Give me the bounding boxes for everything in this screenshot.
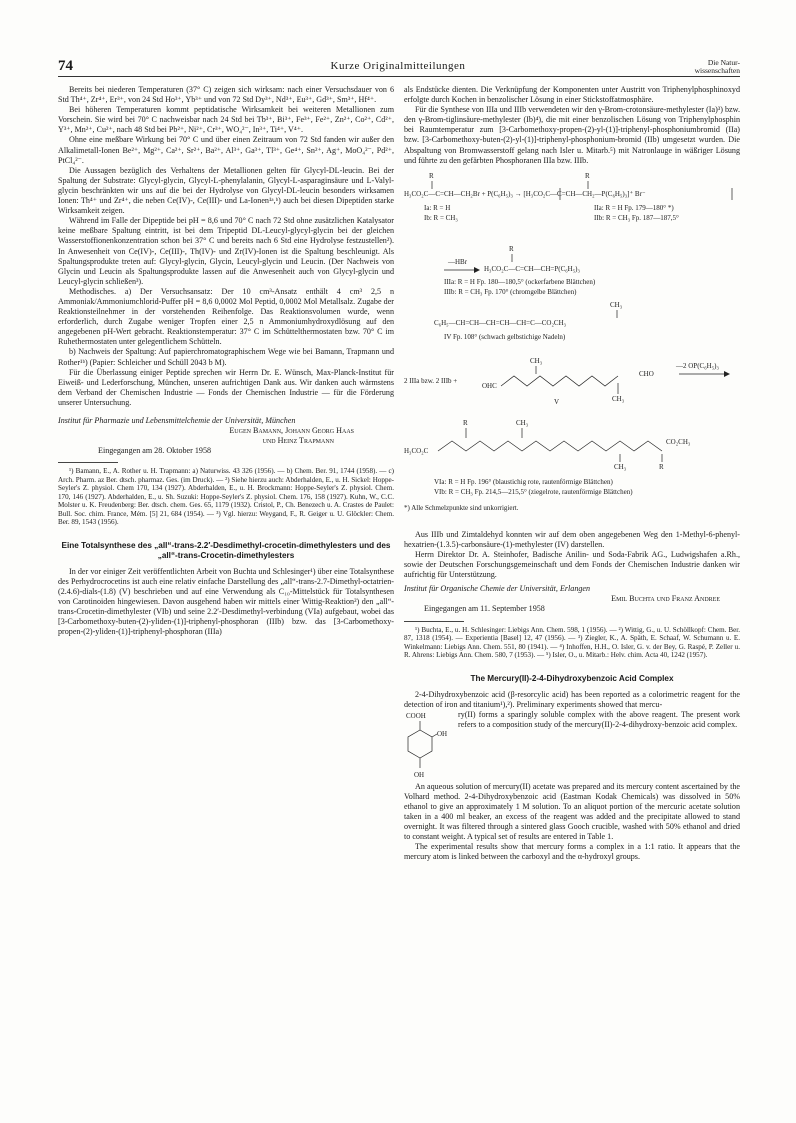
left-column (58, 85, 394, 638)
paragraph: Für die Überlassung einiger Peptide sprechen wir Herrn Dr. E. Wünsch, Max-Planck-Institut für Eiweiß- und Lederforschung, München, unseren aufrichtigen Dank aus. Wir danken auch wärmstens dem Verband der Chemischen Industrie — Fonds der Chemischen Industrie — für die Förderung unserer Untersuchung. (58, 367, 394, 407)
compound-label: IIa: R = H Fp. 179—180° *) (594, 203, 674, 212)
reagent-label: —HBr (448, 257, 468, 266)
substituent: CH₃ (516, 418, 529, 427)
compound-label: Ib: R = CH₃ (424, 213, 458, 222)
paragraph: An aqueous solution of mercury(II) acetate was prepared and its mercury content ascertained by the Volhard method. 2-4-Dihydroxybenzoic acid (Eastman Kodak Chemicals) was dissolved in 50% ethanol to give an approximately 1 M solution. To an aliquot portion of the mercuric acetate solution taken in a 400 ml beaker, an excess of the reagent was added and the precipitate allowed to stand overnight. It was filtered through a sintered glass Gooch crucible, washed with 50% ethanol and dried to constant weight. A typical set of results are entered in Table 1. (404, 781, 740, 842)
reaction-scheme (404, 170, 740, 526)
received-date: Eingegangen am 28. Oktober 1958 (98, 446, 212, 456)
paragraph: Die Aussagen bezüglich des Verhaltens der Metallionen gelten für Glycyl-DL-leucin. Bei der Spaltung der Substrate: Glycyl-glycin, Glycyl-L-phenylalanin, Glycyl-L-asparaginsäure und L-Valyl-glycin beschränkten wir uns auf die bei der Hydrolyse von Glycyl-DL-leucin besonders wirksamen Ionen: Th⁴⁺ und Zr⁴⁺, die neben Ce(IV)-, Ce(III)- und La-Ionen¹ᵃ,ᵇ) auch bei diesen Dipeptiden starke Wirksamkeit zeigen. (58, 165, 394, 216)
paragraph: Bereits bei niederen Temperaturen (37° C) zeigen sich wirksam: nach einer Versuchsdauer von 6 Std Th⁴⁺, Zr⁴⁺, Er³⁺, von 24 Std Ho³⁺, Yb³⁺ und von 72 Std Dy³⁺, Nd³⁺, Eu³⁺, Gd³⁺, Sm³⁺, Hf⁴⁺. (58, 85, 394, 105)
substituent: R (463, 418, 468, 427)
substituent: R (429, 171, 434, 180)
paragraph: Bei höheren Temperaturen kommt peptidatische Wirksamkeit bei weiteren Metallionen zum Vorschein. Sie wird bei 70° C nachweisbar nach 24 Std bei Tb³⁺, Bi³⁺, Fe³⁺, Fe²⁺, Zn²⁺, Co²⁺, Cd²⁺, Y³⁺, Mn²⁺, Cu²⁺, nach 48 Std bei Pb²⁺, Ni²⁺, Cr³⁺, WO₄²⁻, In³⁺, Ti⁴⁺, V⁴⁺. (58, 105, 394, 135)
paragraph: b) Nachweis der Spaltung: Auf papierchromatographischem Wege wie bei Bamann, Trapmann und Rother¹ᵇ) (Papier: Schleicher und Schüll 2043 b M). (58, 347, 394, 367)
section-title: Kurze Originalmitteilungen (330, 60, 466, 72)
received-date: Eingegangen am 11. September 1958 (424, 604, 545, 614)
ester-group: H₃CO₂C (404, 446, 429, 455)
journal-name (695, 59, 740, 75)
article-title: Eine Totalsynthese des „all“-trans-2.2′-Desdimethyl-crocetin-dimethylesters und des „all“-trans-Crocetin-dimethylesters (61, 540, 391, 560)
paragraph: Während im Falle der Dipeptide bei pH = 8,6 und 70° C nach 72 Std ohne zusätzlichen Katalysator keine meßbare Spaltung eintritt, ist bei dem Tripeptid DL-Leucyl-glycyl-glycin bei der gleichen Wasserstoffionenkonzentration schon bei 37° C und bereits nach 6 Std eine Hydrolyse festzustellen²). In Anwesenheit von Ce(IV)-, Ce(III)-, Th(IV)- und Zr(IV)-Ionen ist die Spaltung beschleunigt. Als Spaltungsprodukte treten auf: Glycyl-glycin, Glycin, Leucyl-glycin und Leucin. (Der Nachweis von Glycin und Leucin als Spaltungsprodukte lassen auf die Anwesenheit auch von Glycyl-glycin und Leucyl-glycin schließen³). (58, 216, 394, 286)
equation: H₃CO₂C—C=CH—CH₂Br + P(C₆H₅)₃ → [H₃CO₂C—C=CH—CH₂—P(C₆H₅)₃]⁺ Br⁻ (404, 189, 646, 198)
scheme-lines (404, 170, 740, 526)
compound-label: V (554, 397, 560, 406)
paragraph: Herrn Direktor Dr. A. Steinhofer, Badische Anilin- und Soda-Fabrik AG., Ludwigshafen a.Rh., sowie der Deutschen Forschungsgemeinschaft und dem Fonds der Chemischen Industrie danken wir aufrichtig für Unterstützung. (404, 549, 740, 580)
paragraph: Für die Synthese von IIIa und IIIb verwendeten wir den γ-Brom-crotonsäure-methylester (Ia)³) bzw. den γ-Brom-tiglinsäure-methylester (Ib)⁴), die mit einer benzolischen Lösung von Triphenylphosphin bei Raumtemperatur zum [3-Carbomethoxy-propen-(2)-yl-(1)]-triphenyl-phosphoniumbromid (IIa) bzw. [3-Carbomethoxy-buten-(2)-yl-(1)]-triphenyl-phosphonium-bromid (IIb) umgesetzt wurden. Die Abspaltung von Bromwasserstoff gelang nach Isler u. Mitarb.⁵) mit Natronlauge in wäßriger Lösung und führte zu den gefärbten Phosphoranen IIIa bzw. IIIb. (404, 105, 740, 165)
polyene-chain (501, 376, 618, 386)
paragraph: ry(II) forms a sparingly soluble complex with the above reagent. The present work refers to a composition study of the mercury(II)-2-4-dihydroxy-benzoic acid complex. (458, 709, 740, 729)
aldehyde-group: CHO (639, 369, 654, 378)
substituent: R (659, 462, 664, 471)
equation: C₆H₅—CH=CH—CH=CH—CH=C—CO₂CH₃ (434, 318, 567, 327)
header-rule (58, 76, 740, 77)
ester-group: CO₂CH₃ (666, 437, 691, 446)
hydroxyl-group: OH (437, 729, 448, 738)
authors: und Heinz Trapmann (262, 436, 334, 446)
paragraph: In der vor einiger Zeit veröffentlichten Arbeit von Buchta und Schlesinger¹) über eine Totalsynthese des Perhydrocrocetins ist auch eine relativ einfache Darstellung des „all“-trans-2.7-Dimethyl-octatrien-(2.4.6)-dials-(1.8) (V) beschrieben und auf eine Verwendung als C₁₀-Mittelstück für Totalsynthesen von Carotinoiden hingewiesen. Davon ausgehend haben wir mittels einer Wittig-Reaktion²) den „all“-trans-Crocetin-dimethylester (VIb) und seine 2.2′-Desdimethyl-verbindung (VIa) aufgebaut, wobei das [3-Carbomethoxy-buten-(2)-yliden-(1)]-triphenyl-phosphoran (IIIb) bzw. das [3-Carbomethoxy-propen-(2)-yliden-(1)]-triphenyl-phosphoran (IIIa) (58, 566, 394, 637)
paragraph: Aus IIIb und Zimtaldehyd konnten wir auf dem oben angegebenen Weg den 1-Methyl-6-phenyl-hexatrien-(1.3.5)-carbonsäure-(1)-methylester (IV) darstellen. (404, 529, 740, 549)
page-number: 74 (58, 58, 73, 74)
paragraph: als Endstücke dienten. Die Verknüpfung der Komponenten unter Austritt von Triphenylphosphinoxyd erfolgte durch Kochen in benzolischer Lösung in einer Stickstoffatmosphäre. (404, 85, 740, 105)
structure-row (404, 710, 740, 782)
polyene-chain (438, 441, 662, 451)
institute: Institut für Pharmazie und Lebensmittelchemie der Universität, München (58, 416, 296, 425)
arrow-head (724, 371, 730, 377)
substituent: CH₃ (612, 394, 625, 403)
compound-label: IIb: R = CH₃ Fp. 187—187,5° (594, 213, 679, 222)
reagent-label: —2 OP(C₆H₅)₃ (676, 361, 719, 370)
references: ¹) Buchta, E., u. H. Schlesinger: Liebigs Ann. Chem. 598, 1 (1956). — ²) Wittig, G., u. U. Schöllkopf: Chem. Ber. 87, 1318 (1954). — Experientia [Basel] 12, 47 (1956). — ³) Ziegler, K., A. Späth, E. Schaaf, W. Schumann u. E. Winkelmann: Liebigs Ann. Chem. 551, 80 (1941). — ⁴) Inhoffen, H.H., O. Isler, G. v. der Bey, G. Raspé, P. Zeller u. R. Ahrens: Liebigs Ann. Chem. 580, 7 (1953). — ⁵) Isler, O., u. Mitarb.: Helv. chim. Acta 40, 1242 (1957). (404, 625, 740, 659)
aldehyde-group: OHC (482, 381, 497, 390)
footnote-rule (58, 462, 118, 463)
compound-label: IIIb: R = CH₃ Fp. 170° (chromgelbe Blättchen) (444, 287, 577, 296)
equation: 2 IIIa bzw. 2 IIIb + (404, 376, 458, 385)
compound-label: VIb: R = CH₃ Fp. 214,5—215,5° (ziegelrote, rautenförmige Blättchen) (434, 487, 633, 496)
substituent: CH₃ (530, 356, 543, 365)
compound-label: VIa: R = H Fp. 196° (blaustichig rote, rautenförmige Blättchen) (434, 477, 613, 486)
equation: H₃CO₂C—C=CH—CH=P(C₆H₅)₃ (484, 264, 580, 273)
authors: Emil Buchta und Franz Andree (611, 594, 720, 604)
substituent: R (585, 171, 590, 180)
footnote: *) Alle Schmelzpunkte sind unkorrigiert. (404, 503, 519, 512)
compound-label: Ia: R = H (424, 203, 451, 212)
benzene-ring (408, 730, 432, 758)
substituent: CH₃ (614, 462, 627, 471)
right-column (404, 85, 740, 862)
institute: Institut für Organische Chemie der Universität, Erlangen (404, 584, 591, 594)
paragraph: Methodisches. a) Der Versuchsansatz: Der 10 cm³-Ansatz enthält 4 cm³ 2,5 n Ammoniak/Ammoniumchlorid-Puffer pH = 8,6 0,0002 Mol Peptid, 0,0002 Mol Metallsalz. Zugabe der Reaktionsteilnehmer in der vorstehenden Reihenfolge. Das Reaktionsvolumen wurde, wenn erforderlich, durch Zugabe weniger Tropfen einer 2,5 n Ammoniumhydroxydlösung auf den angegebenen pH-Wert gebracht. Reaktionstemperatur: 37° C im Schüttelthermostaten bzw. 70° C im Ruhethermostaten unter gelegentlichem Schütteln. (58, 286, 394, 347)
hydroxyl-group: OH (414, 770, 425, 779)
footnote-rule (404, 621, 464, 622)
substituent: R (509, 244, 514, 253)
substituent: CH₃ (610, 300, 623, 309)
paragraph: Ohne eine meßbare Wirkung bei 70° C und über einen Zeitraum von 72 Std fanden wir außer den Alkalimetall-Ionen Be²⁺, Mg²⁺, Ca²⁺, Sr²⁺, Ba²⁺, Al³⁺, Ga³⁺, Tl³⁺, Ge⁴⁺, Sn²⁺, Ag⁺, MoO₄²⁻, Pd²⁺, PtCl₄²⁻. (58, 135, 394, 165)
paragraph: 2-4-Dihydroxybenzoic acid (β-resorcylic acid) has been reported as a colorimetric reagent for the detection of iron and titanium¹),²). Preliminary experiments showed that mercu- (404, 689, 740, 709)
arrow-head (474, 267, 480, 273)
paragraph: The experimental results show that mercury forms a complex in a 1:1 ratio. It appears that the mercury atom is linked between the carboxyl and the α-hydroxyl groups. (404, 842, 740, 862)
journal-name-text: Die Natur- wissenschaften (694, 58, 740, 75)
compound-label: IIIa: R = H Fp. 180—180,5° (ockerfarbene Blättchen) (444, 277, 596, 286)
carboxyl-group: COOH (406, 711, 426, 720)
article-title: The Mercury(II)-2-4-Dihydroxybenzoic Acid Complex (470, 673, 674, 683)
resorcylic-acid-structure (404, 710, 450, 782)
references: ¹) Bamann, E., A. Rother u. H. Trapmann: a) Naturwiss. 43 326 (1956). — b) Chem. Ber. 91, 1744 (1958). — c) Arch. Pharm. az Ber. dtsch. pharmaz. Ges. (im Druck). — ²) Siehe hierzu auch: Abderhalden, E., u. H. Sickel: Hoppe-Seyler's Z. physiol. Chem 170, 134 (1927). Abderhalden, E., u. H. Brockmann: Hoppe-Seyler's Z. physiol. Chem. 170, 146 (1927). Abderhalden, E., u. Sh. Suzuki: Hoppe-Seyler's Z. physiol. Chem. 176, 158 (1927). Kuhn, W., C.C. Molster u. K. Freudenberg: Ber. dtsch. chem. Ges. 65, 1179 (1932). Cristol, P., Ch. Benezech u. A. Crastes de Paulet: Bull. Soc. chim. France, Mém. [5] 21, 684 (1954). — ³) Vgl. hierzu: Weygand, F., R. Geiger u. U. Glöckler: Chem. Ber. 89, 1543 (1956). (58, 467, 394, 527)
authors: Eugen Bamann, Johann Georg Haas (229, 426, 354, 436)
compound-label: IV Fp. 108° (schwach gelbstichige Nadeln) (444, 332, 566, 341)
